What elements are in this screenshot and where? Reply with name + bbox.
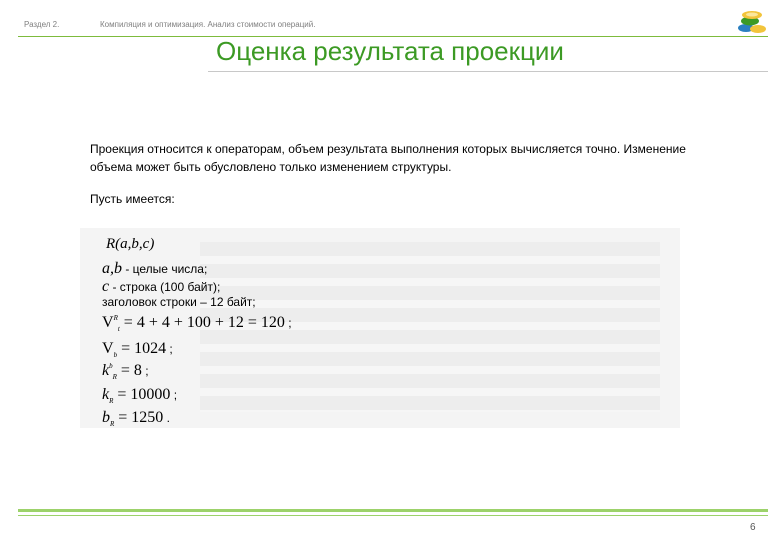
br-end: . — [163, 411, 170, 425]
ab-vars: a,b — [102, 260, 122, 277]
vb-expr: = 1024 — [117, 340, 167, 357]
slide-title: Оценка результата проекции — [216, 36, 564, 66]
ab-text: - целые числа; — [122, 262, 208, 276]
vt-expr: = 4 + 4 + 100 + 12 = 120 — [119, 314, 285, 331]
section-label: Раздел 2. — [24, 20, 60, 29]
given-paragraph: Пусть имеется: — [90, 192, 175, 206]
kb-sup: b — [109, 362, 113, 370]
kb-end: ; — [141, 364, 149, 378]
formula-kb — [102, 362, 149, 381]
kr-symbol: k — [102, 386, 110, 403]
kb-sub: R — [112, 373, 117, 381]
vt-end: ; — [284, 316, 292, 330]
page-number: 6 — [750, 522, 756, 533]
formula-c — [102, 278, 220, 296]
br-sub: R — [110, 420, 115, 428]
br-expr: = 1250 — [114, 409, 164, 426]
kb-symbol: k — [102, 362, 110, 379]
vb-symbol: V — [102, 340, 114, 357]
kr-end: ; — [170, 388, 178, 402]
relation-formula: R(a,b,c) — [106, 236, 155, 252]
topic-label: Компиляция и оптимизация. Анализ стоимости операций. — [100, 20, 316, 29]
kr-expr: = 10000 — [113, 386, 171, 403]
vt-symbol: V — [102, 314, 114, 331]
formula-vb — [102, 340, 173, 359]
title-divider — [208, 71, 768, 72]
formula-br — [102, 409, 170, 428]
footer-divider-thin — [18, 515, 768, 516]
vb-sub: b — [113, 351, 118, 359]
formula-header-size: заголовок строки – 12 байт; — [102, 295, 256, 309]
formula-vt — [102, 314, 292, 333]
br-symbol: b — [102, 409, 110, 426]
c-var: c — [102, 278, 110, 295]
footer-divider-thick — [18, 509, 768, 512]
intro-paragraph: Проекция относится к операторам, объем результата выполнения которых вычисляется точно. Изменение объема может быть обусловлено только изменением структуры. — [90, 142, 686, 174]
vt-sup: R — [113, 314, 118, 322]
database-stack-icon — [736, 10, 768, 34]
vb-end: ; — [166, 342, 173, 356]
formula-panel — [80, 228, 680, 428]
vt-sub: t — [117, 325, 120, 333]
kr-sub: R — [109, 397, 114, 405]
formula-kr — [102, 386, 177, 405]
c-text: - строка (100 байт); — [109, 280, 221, 294]
formula-ab — [102, 260, 207, 278]
kb-expr: = 8 — [116, 362, 142, 379]
